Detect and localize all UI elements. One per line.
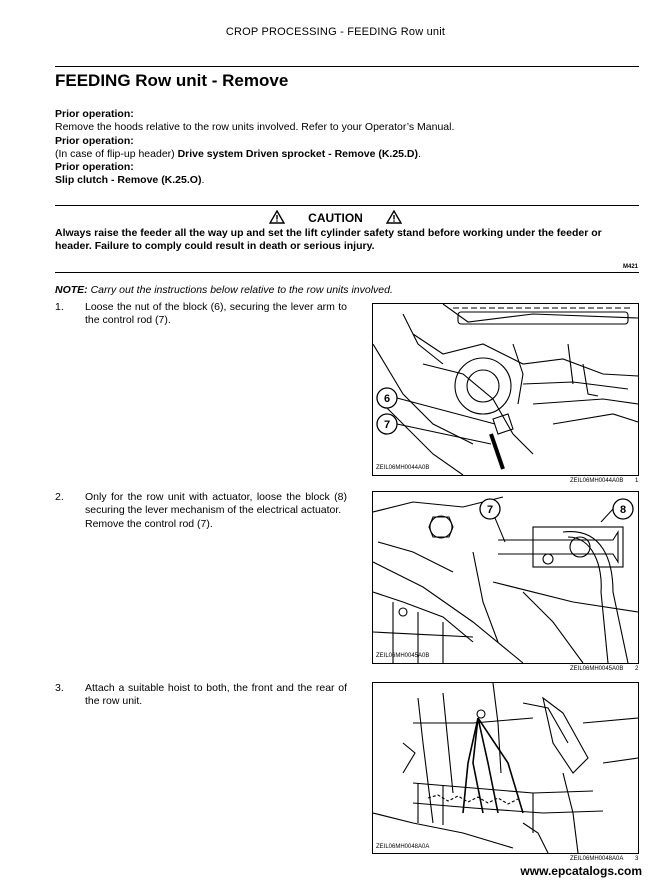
step-number: 3. <box>55 682 64 694</box>
caution-text: Always raise the feeder all the way up and set the lift cylinder safety stand before working under the feeder or header. Failure to comply could result in death or serious injury. <box>55 227 602 253</box>
prior-operation-label: Prior operation: <box>55 108 134 120</box>
prior-operation-text: (In case of flip-up header) Drive system Driven sprocket - Remove (K.25.D). <box>55 147 421 160</box>
figure-caption: ZEIL06MH0044A0B <box>570 478 624 484</box>
figure-3-illustration <box>373 683 638 853</box>
callout-6: 6 <box>383 393 391 405</box>
caution-code: M421 <box>622 264 638 270</box>
step-text: Loose the nut of the block (6), securing the lever arm to the control rod (7). <box>85 301 347 327</box>
prior-operation-text: Slip clutch - Remove (K.25.O). <box>55 174 205 187</box>
prior-operation-label: Prior operation: <box>55 161 134 174</box>
prior-operation-label: Prior operation: <box>55 134 134 147</box>
running-header: CROP PROCESSING - FEEDING Row unit <box>225 26 446 38</box>
step-number: 1. <box>55 301 64 313</box>
step-text: Attach a suitable hoist to both, the front and the rear of the row unit. <box>85 682 347 708</box>
figure-1-illustration <box>373 304 638 475</box>
caution-title: CAUTION <box>308 211 363 225</box>
footer-watermark[interactable]: www.epcatalogs.com <box>520 864 642 878</box>
note <box>55 284 393 296</box>
figure-caption: ZEIL06MH0045A0B <box>570 666 624 672</box>
figure-1 <box>372 303 639 476</box>
title-rule <box>55 66 639 67</box>
prior-operation-reference: Drive system Driven sprocket - Remove (K.25.D) <box>177 147 419 160</box>
prior-operation-reference: Slip clutch - Remove (K.25.O) <box>55 174 202 187</box>
step-text: Only for the row unit with actuator, loose the block (8) securing the lever mechanism of the electrical actuator. Remove the control rod (7). <box>85 491 347 530</box>
prior-operation-text: Remove the hoods relative to the row units involved. Refer to your Operator’s Manual. <box>55 121 455 134</box>
figure-inner-label: ZEIL06MH0045A0B <box>376 653 430 659</box>
figure-2 <box>372 491 639 664</box>
callout-7: 7 <box>486 504 494 516</box>
callout-8: 8 <box>619 504 627 516</box>
figure-index: 2 <box>635 666 639 672</box>
figure-index: 3 <box>635 856 639 862</box>
page-title: FEEDING Row unit - Remove <box>55 71 289 90</box>
caution-bottom-rule <box>55 272 639 273</box>
figure-inner-label: ZEIL06MH0048A0A <box>376 844 430 850</box>
prior-operations <box>55 108 454 188</box>
figure-index: 1 <box>635 478 639 484</box>
note-label: NOTE: <box>55 284 88 296</box>
figure-2-illustration <box>373 492 638 663</box>
caution-heading <box>0 210 671 227</box>
figure-inner-label: ZEIL06MH0044A0B <box>376 465 430 471</box>
step-number: 2. <box>55 491 64 503</box>
warning-triangle-icon <box>269 210 285 227</box>
note-text: Carry out the instructions below relative to the row units involved. <box>87 284 393 296</box>
figure-caption: ZEIL06MH0048A0A <box>570 856 624 862</box>
warning-triangle-icon <box>386 210 402 227</box>
callout-7: 7 <box>383 419 391 431</box>
caution-top-rule <box>55 205 639 206</box>
figure-3 <box>372 682 639 854</box>
